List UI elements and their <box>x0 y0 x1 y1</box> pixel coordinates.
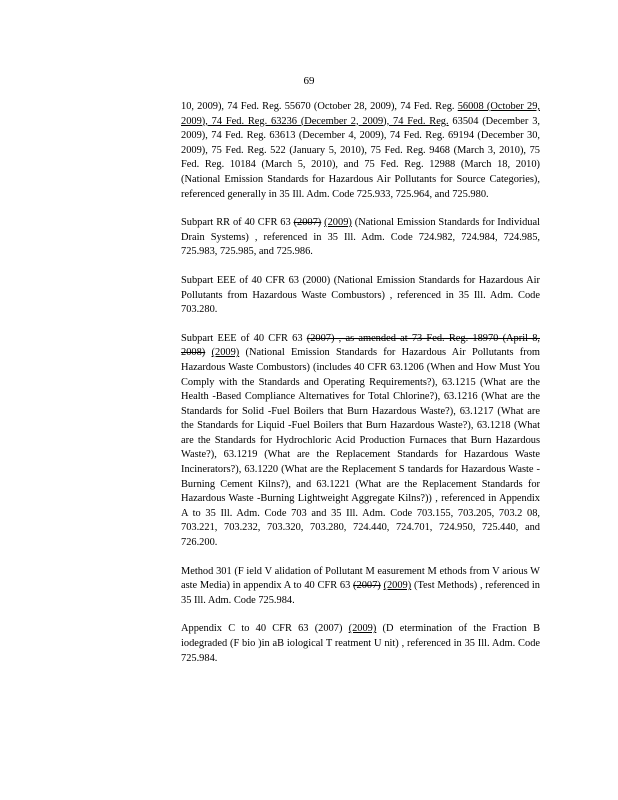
inserted-text: (2009) <box>324 217 352 229</box>
deleted-text: (2007) , as amended at 73 Fed. Reg. 18970 (April 8, 2008) <box>181 332 540 359</box>
body-text: Subpart EEE of 40 CFR 63 (2000) (National Emission Standards for Hazardous Air Pollutants from Hazardous Waste Combustors) , referenced in 35 Ill. Adm. Code 703.280. <box>181 274 540 316</box>
body-text: Subpart EEE of 40 CFR 63 <box>181 332 307 344</box>
inserted-text: (2009) <box>211 347 240 359</box>
deleted-text: (2007) <box>353 580 381 592</box>
body-text: (Test Methods) , referenced in 35 Ill. Adm. Code 725.984. <box>181 580 540 606</box>
body-text: Subpart RR of 40 CFR 63 <box>181 217 294 229</box>
body-text: (National Emission Standards for Individual Drain Systems) , referenced in 35 Ill. Adm. Code 724.982, 724.984, 724.985, 725.983, 725.985, and 725.986. <box>181 217 540 258</box>
paragraph-appendix-c <box>181 622 540 666</box>
body-text: Method 301 (F ield V alidation of Pollutant M easurement M ethods from V arious W aste Media) in appendix A to 40 CFR 63 <box>181 565 540 592</box>
paragraph-subpart-eee-2000 <box>181 274 540 318</box>
paragraph-fed-reg-citations <box>181 100 540 202</box>
inserted-text: (2009) <box>383 580 412 592</box>
page-number: 69 <box>303 75 315 87</box>
paragraph-subpart-rr <box>181 216 540 260</box>
body-text: Appendix C to 40 CFR 63 (2007) <box>181 623 349 635</box>
paragraph-subpart-eee-2009 <box>181 332 540 551</box>
body-text: 10, 2009), 74 Fed. Reg. 55670 (October 28, 2009), 74 Fed. Reg. <box>181 101 458 112</box>
body-text: (D etermination of the Fraction B iodegraded (F bio )in aB iological T reatment U nit) , referenced in 35 Ill. Adm. Code 725.984. <box>181 623 540 664</box>
document-body <box>181 100 540 680</box>
body-text: (National Emission Standards for Hazardous Air Pollutants from Hazardous Waste Combustors) (includes 40 CFR 63.1206 (When and How Must You Comply with the Standards and Operating Requirements?), 63.1215 (What are the Health -Based Compliance Alternatives for Total Chlorine?), 63.1216 (What are the Standards for Solid -Fuel Boilers that Burn Hazardous Waste?), 63.1217 (What are the Standards for Liquid -Fuel Boilers that Burn Hazardous Waste?), 63.1218 (What are the Standards for Hydrochloric Acid Production Furnaces that Burn Hazardous Waste?), 63.1219 (What are the Replacement Standards for Hazardous Waste Incinerators?), 63.1220 (What are the Replacement S tandards for Hazardous Waste -Burning Cement Kilns?), and 63.1221 (What are the Replacement Standards for Hazardous Waste -Burning Lightweight Aggregate Kilns?)) , referenced in Appendix A to 35 Ill. Adm. Code 703 and 35 Ill. Adm. Code 703.155, 703.205, 703.2 08, 703.221, 703.232, 703.320, 703.280, 724.440, 724.701, 724.950, 725.440, and 726.200. <box>181 347 540 549</box>
inserted-text: 56008 (October 29, 2009), 74 Fed. Reg. 63236 (December 2, 2009), 74 Fed. Reg. <box>181 101 540 127</box>
body-text: 63504 (December 3, 2009), 74 Fed. Reg. 63613 (December 4, 2009), 74 Fed. Reg. 69194 (December 30, 2009), 75 Fed. Reg. 522 (January 5, 2010), 75 Fed. Reg. 9468 (March 3, 2010), 75 Fed. Reg. 10184 (March 5, 2010), and 75 Fed. Reg. 12988 (March 18, 2010) (National Emission Standards for Hazardous Air Pollutants for Source Categories), referenced generally in 35 Ill. Adm. Code 725.933, 725.964, and 725.980. <box>181 115 540 200</box>
inserted-text: (2009) <box>348 623 377 635</box>
paragraph-method-301 <box>181 565 540 609</box>
deleted-text: (2007) <box>293 217 322 229</box>
